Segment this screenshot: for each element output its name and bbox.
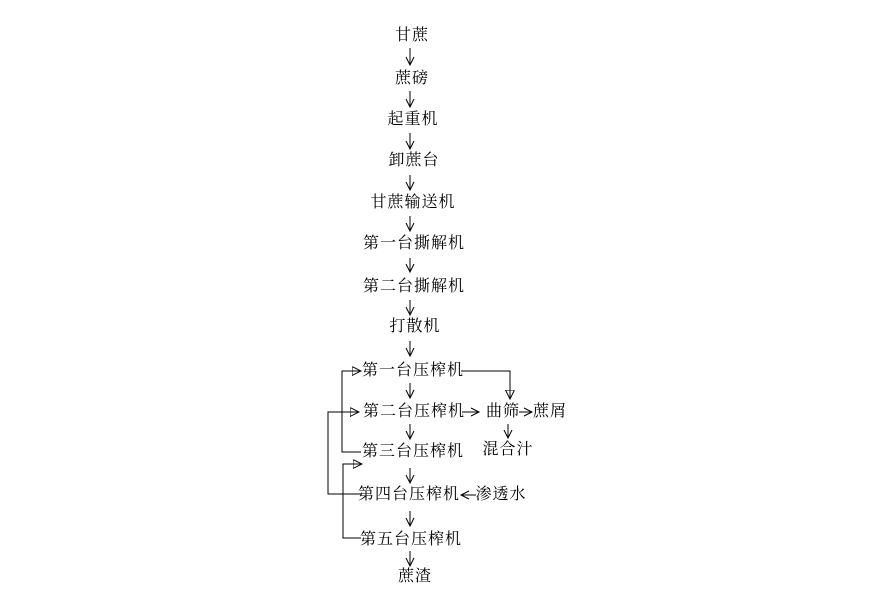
recycle-arrows <box>328 371 362 538</box>
edge-yazhaji1-qushai <box>461 371 510 399</box>
node-yazhaji-2: 第二台压榨机 <box>362 403 466 420</box>
node-yazhaji-5: 第五台压榨机 <box>359 531 463 548</box>
node-qushai: 曲筛 <box>485 403 521 420</box>
node-zhezha: 蔗渣 <box>397 568 433 585</box>
node-shentoushui: 渗透水 <box>475 486 527 503</box>
node-dasanji: 打散机 <box>389 318 441 335</box>
node-yazhaji-3: 第三台压榨机 <box>361 443 465 460</box>
node-qizhongji: 起重机 <box>387 111 439 128</box>
node-yazhaji-4: 第四台压榨机 <box>357 486 461 503</box>
branch-arrows <box>461 371 532 495</box>
node-ganzhe: 甘蔗 <box>394 27 430 44</box>
node-zhebang: 蔗磅 <box>394 70 430 87</box>
node-hunhezhi: 混合汁 <box>482 441 534 458</box>
edge-yazhaji4-yazhaji2-recycle <box>328 412 361 494</box>
node-zhexie: 蔗屑 <box>532 403 568 420</box>
node-xiezhetai: 卸蔗台 <box>388 152 440 169</box>
node-sijieji-1: 第一台撕解机 <box>362 235 466 252</box>
node-yazhaji-1: 第一台压榨机 <box>361 362 465 379</box>
node-sijieji-2: 第二台撕解机 <box>362 278 466 295</box>
node-shusongji: 甘蔗输送机 <box>370 194 456 211</box>
